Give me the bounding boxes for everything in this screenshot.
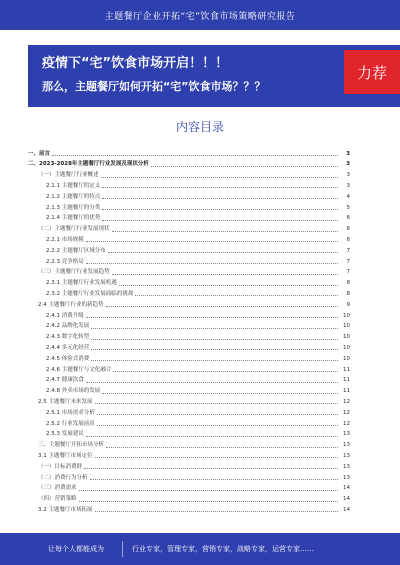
footer-slogan: 让每个人都能成为 bbox=[48, 545, 104, 553]
toc-entry[interactable] bbox=[28, 256, 350, 265]
toc-entry-page: 10 bbox=[343, 312, 350, 319]
hero-headline: 疫情下“宅”饮食市场开启！！！ bbox=[42, 56, 229, 71]
toc-entry-text: 2.2.1 市场规模 bbox=[46, 236, 84, 243]
toc-leader-dots bbox=[112, 230, 338, 232]
toc-entry-text: （四）营销策略 bbox=[38, 496, 77, 503]
toc-entry-page: 11 bbox=[343, 377, 350, 384]
toc-entry-page: 8 bbox=[346, 280, 350, 287]
toc-leader-dots bbox=[86, 240, 338, 242]
toc-entry-page: 13 bbox=[343, 431, 350, 438]
footer-bar bbox=[0, 533, 400, 565]
toc-entry[interactable] bbox=[28, 288, 350, 297]
toc-entry-text: 2.4 主题餐厅行业的新趋势 bbox=[38, 301, 104, 308]
footer-expert-list: 行业专家，管理专家，营销专家，战略专家，运营专家…… bbox=[132, 545, 314, 553]
toc-entry-page: 8 bbox=[346, 290, 350, 297]
toc-leader-dots bbox=[108, 251, 338, 253]
footer-divider bbox=[122, 541, 123, 557]
toc-entry[interactable] bbox=[28, 450, 350, 459]
toc-entry-page: 13 bbox=[343, 463, 350, 470]
toc-leader-dots bbox=[86, 316, 338, 318]
toc-leader-dots bbox=[101, 176, 338, 178]
toc-entry-page: 10 bbox=[343, 334, 350, 341]
toc-entry-page: 10 bbox=[343, 323, 350, 330]
toc-entry-text: 2.2.3 竞争格局 bbox=[46, 258, 84, 265]
hero-subheadline: 那么，主题餐厅如何开拓“宅”饮食市场？？？ bbox=[42, 80, 266, 93]
toc-entry[interactable] bbox=[28, 483, 350, 492]
toc-entry[interactable] bbox=[28, 321, 350, 330]
toc-entry[interactable] bbox=[28, 299, 350, 308]
toc-entry-text: 2.5.1 市场需求分析 bbox=[46, 409, 95, 416]
toc-entry-text: 一、前言 bbox=[28, 150, 51, 157]
report-header bbox=[0, 0, 400, 30]
toc-entry-text: （一）目标消费群 bbox=[38, 463, 83, 470]
toc-leader-dots bbox=[102, 392, 338, 394]
toc-entry-page: 3 bbox=[346, 172, 350, 179]
toc-entry-text: 2.1.2 主题餐厅的特点 bbox=[46, 193, 101, 200]
toc-entry[interactable] bbox=[28, 407, 350, 416]
toc-entry[interactable] bbox=[28, 418, 350, 427]
toc-entry-text: （二）主题餐厅行业发展现状 bbox=[38, 226, 110, 233]
toc-entry-page: 11 bbox=[343, 388, 350, 395]
toc-entry[interactable] bbox=[28, 202, 350, 211]
toc-entry-text: 2.4.5 体验式消费 bbox=[46, 355, 90, 362]
toc-leader-dots bbox=[102, 186, 338, 188]
toc-entry-page: 7 bbox=[346, 258, 350, 265]
toc-leader-dots bbox=[135, 294, 338, 296]
toc-entry-text: 二、2023-2028年主题餐厅行业发展及现状分析 bbox=[28, 161, 149, 168]
toc-leader-dots bbox=[91, 327, 338, 329]
toc-entry-page: 14 bbox=[343, 496, 350, 503]
toc-entry-page: 12 bbox=[343, 420, 350, 427]
toc-leader-dots bbox=[79, 489, 338, 491]
toc-entry[interactable] bbox=[28, 342, 350, 351]
toc-entry[interactable] bbox=[28, 504, 350, 513]
toc-entry[interactable] bbox=[28, 245, 350, 254]
toc-leader-dots bbox=[119, 284, 338, 286]
toc-leader-dots bbox=[91, 348, 338, 350]
toc-entry-page: 13 bbox=[343, 452, 350, 459]
toc-entry[interactable] bbox=[28, 375, 350, 384]
toc-entry-text: 2.1.4 主题餐厅的优势 bbox=[46, 215, 101, 222]
toc-leader-dots bbox=[102, 197, 338, 199]
toc-entry-text: 2.4.2 品牌化发展 bbox=[46, 323, 90, 330]
toc-leader-dots bbox=[86, 381, 338, 383]
toc-leader-dots bbox=[95, 456, 339, 458]
toc-entry-text: 2.4.3 数字化转型 bbox=[46, 334, 90, 341]
toc-entry[interactable] bbox=[28, 332, 350, 341]
toc-entry-text: 3.1 主题餐厅市场定位 bbox=[38, 452, 93, 459]
toc-entry[interactable] bbox=[28, 396, 350, 405]
toc-entry-page: 10 bbox=[343, 344, 350, 351]
toc-entry-page: 6 bbox=[346, 215, 350, 222]
toc-entry-text: （二）消费行为分析 bbox=[38, 474, 88, 481]
toc-entry[interactable] bbox=[28, 148, 350, 157]
toc-title: 内容目录 bbox=[175, 120, 224, 134]
toc-entry[interactable] bbox=[28, 472, 350, 481]
toc-entry-page: 3 bbox=[346, 182, 350, 189]
toc-leader-dots bbox=[90, 478, 338, 480]
toc-entry-page: 4 bbox=[346, 193, 350, 200]
toc-entry-text: 2.4.4 多元化经营 bbox=[46, 344, 90, 351]
toc-entry-page: 3 bbox=[346, 161, 350, 168]
recommend-badge bbox=[344, 50, 400, 94]
toc-leader-dots bbox=[102, 219, 338, 221]
toc-entry[interactable] bbox=[28, 224, 350, 233]
toc-entry-page: 13 bbox=[343, 442, 350, 449]
toc-entry-text: 2.1.1 主题餐厅的定义 bbox=[46, 182, 101, 189]
toc-leader-dots bbox=[91, 338, 338, 340]
toc-leader-dots bbox=[95, 510, 339, 512]
toc-leader-dots bbox=[86, 435, 338, 437]
toc-entry-text: 2.3.2 主题餐厅行业发展面临的挑战 bbox=[46, 290, 134, 297]
toc-entry[interactable] bbox=[28, 310, 350, 319]
toc-entry-page: 3 bbox=[346, 150, 350, 157]
toc-entry[interactable] bbox=[28, 267, 350, 276]
badge-label: 力荐 bbox=[356, 63, 387, 82]
toc-entry-text: 3.2 主题餐厅市场拓展 bbox=[38, 506, 93, 513]
toc-entry-page: 7 bbox=[346, 247, 350, 254]
toc-entry[interactable] bbox=[28, 180, 350, 189]
toc-entry[interactable] bbox=[28, 191, 350, 200]
toc-entry[interactable] bbox=[28, 278, 350, 287]
toc-entry-page: 14 bbox=[343, 485, 350, 492]
toc-entry-text: 2.5.3 发展建议 bbox=[46, 431, 84, 438]
toc-entry[interactable] bbox=[28, 494, 350, 503]
toc-entry-text: 2.4.7 健康饮食 bbox=[46, 377, 84, 384]
toc-entry-text: （三）消费需求 bbox=[38, 485, 77, 492]
toc-leader-dots bbox=[79, 500, 338, 502]
toc-entry-text: 2.4.8 外卖市场的发展 bbox=[46, 388, 101, 395]
toc-entry-text: 2.4.6 主题餐厅与文化融合 bbox=[46, 366, 112, 373]
toc-entry-text: 2.2.2 主题餐厅区域分布 bbox=[46, 247, 106, 254]
toc-entry[interactable] bbox=[28, 440, 350, 449]
toc-entry[interactable] bbox=[28, 386, 350, 395]
toc-entry-page: 7 bbox=[346, 269, 350, 276]
toc-entry-page: 12 bbox=[343, 398, 350, 405]
toc-entry-text: （一）主题餐厅行业概述 bbox=[38, 172, 99, 179]
toc-entry-text: 2.5.2 行业发展前景 bbox=[46, 420, 95, 427]
toc-entry-text: 2.1.3 主题餐厅的分类 bbox=[46, 204, 101, 211]
toc-entry[interactable] bbox=[28, 159, 350, 168]
toc-leader-dots bbox=[102, 208, 338, 210]
toc-entry-page: 13 bbox=[343, 474, 350, 481]
toc-entry[interactable] bbox=[28, 234, 350, 243]
toc-leader-dots bbox=[84, 467, 338, 469]
toc-entry[interactable] bbox=[28, 170, 350, 179]
toc-leader-dots bbox=[97, 413, 338, 415]
toc-leader-dots bbox=[112, 273, 338, 275]
toc-entry-page: 11 bbox=[343, 366, 350, 373]
toc-entry-text: 2.4.1 消费升级 bbox=[46, 312, 84, 319]
toc-entry-page: 5 bbox=[346, 204, 350, 211]
toc-entry-page: 10 bbox=[343, 355, 350, 362]
toc-entry[interactable] bbox=[28, 213, 350, 222]
toc-entry[interactable] bbox=[28, 461, 350, 470]
toc-leader-dots bbox=[86, 262, 338, 264]
toc-leader-dots bbox=[52, 154, 338, 156]
toc-entry-text: 2.3.1 主题餐厅行业发展机遇 bbox=[46, 280, 117, 287]
toc-entry-text: 三、主题餐厅开拓市场分析 bbox=[38, 442, 105, 449]
toc-leader-dots bbox=[113, 370, 338, 372]
toc-entry[interactable] bbox=[28, 429, 350, 438]
toc-entry-page: 14 bbox=[343, 506, 350, 513]
toc-entry-page: 12 bbox=[343, 409, 350, 416]
toc-leader-dots bbox=[106, 305, 339, 307]
toc-leader-dots bbox=[91, 359, 338, 361]
toc-entry-page: 9 bbox=[346, 301, 350, 308]
toc-leader-dots bbox=[106, 446, 338, 448]
toc-leader-dots bbox=[151, 165, 338, 167]
toc-entry[interactable] bbox=[28, 364, 350, 373]
toc-entry-page: 6 bbox=[346, 236, 350, 243]
toc-entry-text: 2.5 主题餐厅未来发展 bbox=[38, 398, 93, 405]
toc-entry-text: （三）主题餐厅行业发展趋势 bbox=[38, 269, 110, 276]
toc-entry[interactable] bbox=[28, 353, 350, 362]
toc-leader-dots bbox=[95, 402, 339, 404]
report-title: 主题餐厅企业开拓“宅”饮食市场策略研究报告 bbox=[104, 11, 296, 22]
table-of-contents bbox=[28, 148, 350, 520]
toc-entry-page: 6 bbox=[346, 226, 350, 233]
toc-leader-dots bbox=[97, 424, 338, 426]
